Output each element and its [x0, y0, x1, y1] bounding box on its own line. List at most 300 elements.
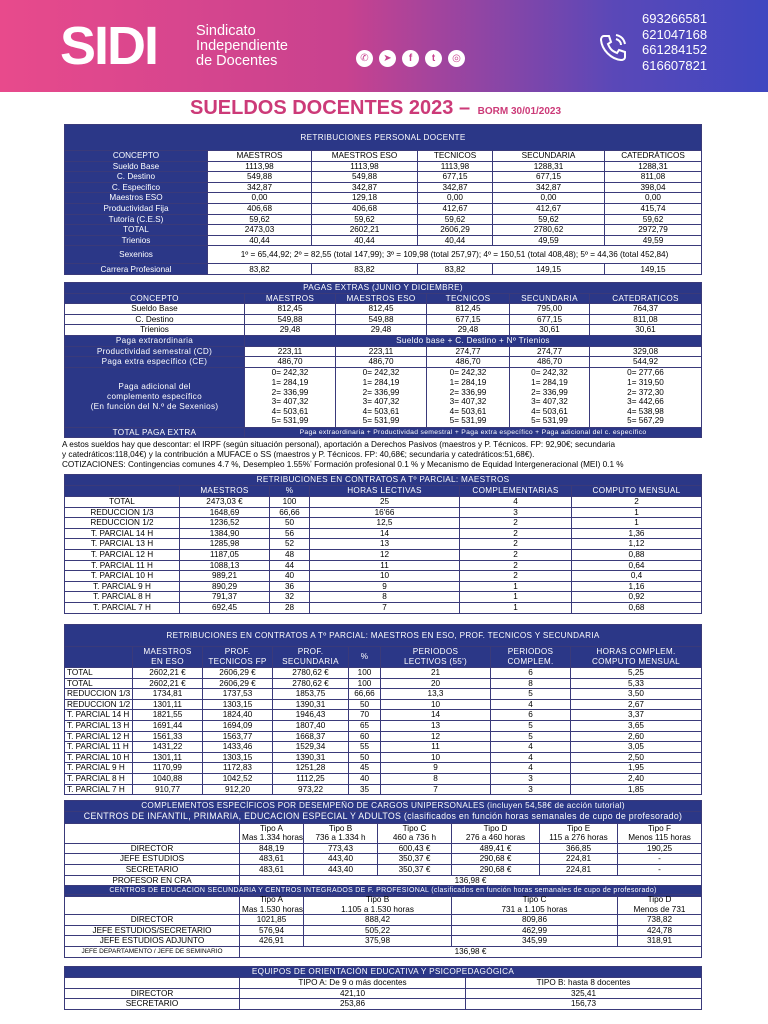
- row-label: REDUCCION 1/2: [65, 699, 133, 710]
- header-line: 731 a 1.105 horas: [501, 904, 568, 914]
- cell: 5: [491, 720, 571, 731]
- table-row: [65, 999, 702, 1010]
- cell: 809,86: [452, 915, 618, 926]
- cell: 325,41: [466, 988, 702, 999]
- table-row: [65, 357, 702, 368]
- cell: 375,98: [304, 936, 452, 947]
- facebook-icon[interactable]: f: [402, 50, 419, 67]
- formula: Paga extraordinaria + Productividad semestral + Paga extra específico + Paga adicional del c. específico: [245, 427, 702, 438]
- cell: 505,22: [304, 925, 452, 936]
- sexenio-value: 1= 284,19: [449, 378, 487, 388]
- cell: 10: [381, 752, 491, 763]
- cell: 66,66: [349, 689, 381, 700]
- row-label: T. PARCIAL 12 H: [65, 549, 180, 560]
- cell: 9: [310, 581, 460, 592]
- column-header: [618, 823, 702, 843]
- table-row: [65, 335, 702, 346]
- cell: 274,77: [427, 346, 510, 357]
- cell: 549,88: [312, 172, 418, 183]
- cell: 1807,40: [273, 720, 349, 731]
- sexenio-value: 0= 242,32: [531, 368, 568, 378]
- cell: 973,22: [273, 784, 349, 795]
- header-line: TECNICOS FP: [208, 657, 267, 666]
- table-caption: CENTROS DE INFANTIL, PRIMARIA, EDUCACIÓN ESPECIAL Y ADULTOS (clasificados en función horas semanales de cupo de profesorado): [65, 811, 702, 823]
- table-caption: COMPLEMENTOS ESPECÍFICOS POR DESEMPEÑO DE CARGOS UNIPERSONALES (incluyen 54,58€ de acción tutorial): [65, 801, 702, 812]
- column-header: CONCEPTO: [65, 293, 245, 304]
- phone-number[interactable]: 693266581: [642, 11, 708, 26]
- cell: 29,48: [336, 325, 427, 336]
- cell: 811,08: [605, 172, 702, 183]
- table-row: [65, 742, 702, 753]
- column-header: [65, 895, 240, 915]
- sexenio-value: 3= 407,32: [531, 397, 568, 407]
- cell: 549,88: [336, 314, 427, 325]
- header-line: 460 a 736 h: [392, 833, 437, 843]
- cell: 1433,46: [203, 742, 273, 753]
- cell: 1112,25: [273, 773, 349, 784]
- cell: 2602,21 €: [133, 668, 203, 679]
- sexenio-value: 4= 503,61: [531, 406, 568, 416]
- cell: 415,74: [605, 203, 702, 214]
- cell: 13: [381, 720, 491, 731]
- cell: 190,25: [618, 843, 702, 854]
- row-label: Sueldo Base: [65, 304, 245, 315]
- table-row: [65, 246, 702, 264]
- table-row: [65, 854, 702, 865]
- row-label: Paga extraordinaria: [65, 335, 245, 346]
- table-pagas-extras: [64, 282, 702, 438]
- row-label: T. PARCIAL 11 H: [65, 742, 133, 753]
- table-caption: CENTROS DE EDUCACION SECUNDARIA Y CENTROS INTEGRADOS DE F. PROFESIONAL (clasificados en función horas semanales de cupo de profesorado): [65, 886, 702, 897]
- cell: 1251,28: [273, 763, 349, 774]
- cell: 0,4: [572, 571, 702, 582]
- table-head-row: [65, 895, 702, 915]
- column-header: [452, 823, 540, 843]
- column-header: [240, 823, 304, 843]
- column-header: [65, 823, 240, 843]
- cell: 2,50: [571, 752, 702, 763]
- cell: 149,15: [605, 264, 702, 275]
- cell: 576,94: [240, 925, 304, 936]
- cell: 406,68: [208, 203, 312, 214]
- table-cargos-secundaria: [64, 894, 702, 958]
- column-header: TIPO B: hasta 8 docentes: [466, 978, 702, 989]
- cell: 1113,98: [312, 161, 418, 172]
- header-line: COMPUTO MENSUAL: [591, 657, 681, 666]
- cell: 49,59: [493, 235, 605, 246]
- header-line: 1.105 a 1.530 horas: [341, 904, 414, 914]
- column-header: CONCEPTO: [65, 151, 208, 162]
- cell: 45: [349, 763, 381, 774]
- row-label: REDUCCION 1/3: [65, 507, 180, 518]
- cell: 2780,62: [493, 225, 605, 236]
- cell: 52: [270, 539, 310, 550]
- cell: -: [618, 864, 702, 875]
- twitter-icon[interactable]: t: [425, 50, 442, 67]
- cell: 462,99: [452, 925, 618, 936]
- title-main: SUELDOS DOCENTES 2023 –: [190, 97, 471, 119]
- sexenio-value: 3= 442,66: [627, 397, 664, 407]
- cell: 1236,52: [180, 518, 270, 529]
- cell: 274,77: [510, 346, 590, 357]
- cell: 342,87: [312, 182, 418, 193]
- header-line: Tipo A: [260, 895, 283, 904]
- row-label: SECRETARIO: [65, 864, 240, 875]
- cell: 59,62: [208, 214, 312, 225]
- cell: 795,00: [510, 304, 590, 315]
- column-header: [65, 486, 180, 497]
- cell: 1,16: [572, 581, 702, 592]
- notes: [62, 440, 712, 469]
- table-row: [65, 203, 702, 214]
- column-header: [240, 895, 304, 915]
- cell: 40,44: [418, 235, 493, 246]
- cell: 1040,88: [133, 773, 203, 784]
- table-row: [65, 731, 702, 742]
- table-parcial-eso: [64, 624, 702, 795]
- cell: 3: [491, 784, 571, 795]
- cell: 29,48: [427, 325, 510, 336]
- label-line: Paga adicional del: [118, 382, 191, 392]
- column-header: [203, 647, 273, 668]
- phone-number[interactable]: 621047168: [642, 26, 708, 42]
- row-label: T. PARCIAL 13 H: [65, 539, 180, 550]
- cell: 350,37 €: [378, 854, 452, 865]
- cell: 1821,55: [133, 710, 203, 721]
- telegram-icon[interactable]: ➤: [379, 50, 396, 67]
- cell: 60: [349, 731, 381, 742]
- cell: 10: [381, 699, 491, 710]
- column-header: [65, 647, 133, 668]
- table-row: [65, 988, 702, 999]
- header-line: 736 a 1.334 h: [315, 833, 366, 843]
- table-row: [65, 710, 702, 721]
- cell: 677,15: [493, 172, 605, 183]
- column-header: MAESTROS: [180, 486, 270, 497]
- column-header: [618, 895, 702, 915]
- cell: 2: [460, 528, 572, 539]
- header-line: Mas 1.530 horas: [242, 904, 303, 914]
- cell: 2606,29: [418, 225, 493, 236]
- table-row: [65, 367, 702, 427]
- phone-number[interactable]: 661284152: [642, 42, 708, 57]
- table-row: [65, 539, 702, 550]
- sexenio-value: 2= 336,99: [531, 387, 568, 397]
- cell: 11: [381, 742, 491, 753]
- cell: 7: [310, 602, 460, 613]
- row-label: Productividad semestral (CD): [65, 346, 245, 357]
- cell: 5,33: [571, 678, 702, 689]
- cell: 156,73: [466, 999, 702, 1010]
- header-line: Menos 115 horas: [628, 833, 691, 843]
- cell: 406,68: [312, 203, 418, 214]
- sexenio-list: [336, 367, 427, 427]
- cell: 50: [349, 752, 381, 763]
- table-row: [65, 689, 702, 700]
- row-label: Productividad Fija: [65, 203, 208, 214]
- cell: 773,43: [304, 843, 378, 854]
- sexenio-value: 0= 277,66: [627, 368, 664, 378]
- table-row: [65, 915, 702, 926]
- cell: 764,37: [590, 304, 702, 315]
- cell: 223,11: [245, 346, 336, 357]
- header-banner: [0, 0, 768, 92]
- phone-list: [642, 11, 707, 73]
- cell: 224,81: [540, 864, 618, 875]
- table-equipos-orientacion: [64, 966, 702, 1010]
- cell: 253,86: [240, 999, 466, 1010]
- row-label: C. Específico: [65, 182, 208, 193]
- cell: 1: [572, 507, 702, 518]
- row-label: Maestros ESO: [65, 193, 208, 204]
- cell: 8: [491, 678, 571, 689]
- cell: 910,77: [133, 784, 203, 795]
- cell: 4: [460, 497, 572, 508]
- row-label: T. PARCIAL 14 H: [65, 710, 133, 721]
- header-line: Menos de 731: [633, 904, 686, 914]
- cell: 20: [381, 678, 491, 689]
- row-label: TOTAL: [65, 678, 133, 689]
- table-caption: RETRIBUCIONES EN CONTRATOS A Tº PARCIAL: MAESTROS: [65, 475, 702, 486]
- table-head-row: [65, 293, 702, 304]
- table-row: [65, 936, 702, 947]
- table-row: [65, 225, 702, 236]
- sexenio-value: 5= 531,99: [531, 416, 568, 426]
- cell: 3,65: [571, 720, 702, 731]
- table-head-row: [65, 823, 702, 843]
- phone-icon: [596, 30, 630, 64]
- table-head-row: [65, 978, 702, 989]
- cell: 677,15: [510, 314, 590, 325]
- column-header: SECUNDARIA: [510, 293, 590, 304]
- cell: 136,98 €: [240, 946, 702, 957]
- sexenio-value: 5= 531,99: [271, 416, 309, 426]
- cell: 483,61: [240, 854, 304, 865]
- row-label: T. PARCIAL 9 H: [65, 763, 133, 774]
- sexenio-value: 1= 284,19: [531, 378, 568, 388]
- cell: 2,40: [571, 773, 702, 784]
- cell: 1561,33: [133, 731, 203, 742]
- column-header: TECNICOS: [427, 293, 510, 304]
- sexenio-list: [590, 367, 702, 427]
- row-label: T. PARCIAL 10 H: [65, 752, 133, 763]
- row-label: DIRECTOR: [65, 843, 240, 854]
- header-line: PROF.: [297, 647, 324, 657]
- instagram-icon[interactable]: ◎: [448, 50, 465, 67]
- cell: 224,81: [540, 854, 618, 865]
- cell: 4: [491, 699, 571, 710]
- row-label: T. PARCIAL 11 H: [65, 560, 180, 571]
- cell: 28: [270, 602, 310, 613]
- label-line: (En función del N.º de Sexenios): [90, 402, 219, 412]
- header-line: %: [360, 652, 369, 662]
- cell: 2606,29 €: [203, 668, 273, 679]
- cell: 345,99: [452, 936, 618, 947]
- cell: 59,62: [418, 214, 493, 225]
- cell: 443,40: [304, 864, 378, 875]
- row-label: TOTAL: [65, 225, 208, 236]
- column-header: [378, 823, 452, 843]
- table-row: [65, 325, 702, 336]
- cell: 5: [491, 689, 571, 700]
- cell: 812,45: [245, 304, 336, 315]
- cell: 0,68: [572, 602, 702, 613]
- cell: 290,68 €: [452, 864, 540, 875]
- cell: 2: [460, 518, 572, 529]
- cell: 1390,31: [273, 699, 349, 710]
- header-line: Tipo D: [483, 823, 508, 833]
- column-header: MAESTROS ESO: [312, 151, 418, 162]
- cell: 350,37 €: [378, 864, 452, 875]
- cell: 83,82: [418, 264, 493, 275]
- cell: 2606,29 €: [203, 678, 273, 689]
- cell: 1: [460, 581, 572, 592]
- whatsapp-icon[interactable]: ✆: [356, 50, 373, 67]
- table-row: [65, 314, 702, 325]
- cell: 14: [310, 528, 460, 539]
- cell: 1853,75: [273, 689, 349, 700]
- row-label: TOTAL: [65, 497, 180, 508]
- cell: 1288,31: [605, 161, 702, 172]
- cell: 412,67: [493, 203, 605, 214]
- org-line: Sindicato: [196, 23, 256, 39]
- table-head-row: [65, 151, 702, 162]
- sexenio-value: 0= 242,32: [449, 368, 487, 378]
- cell: 6: [491, 710, 571, 721]
- cell: 2: [460, 549, 572, 560]
- column-header: [133, 647, 203, 668]
- note-line: A estos sueldos hay que descontar: el IRPF (según situación personal), aportación a Derechos Pasivos (maestros y P. Técnicos. FP: 92,90€; secundaria: [62, 440, 616, 449]
- cell: 2780,62 €: [273, 668, 349, 679]
- cell: 1: [460, 602, 572, 613]
- cell: 421,10: [240, 988, 466, 999]
- phone-number[interactable]: 616607821: [642, 57, 708, 73]
- cell: 811,08: [590, 314, 702, 325]
- table-row: [65, 518, 702, 529]
- cell: 1021,85: [240, 915, 304, 926]
- formula: Sueldo base + C. Destino + Nº Trienios: [245, 335, 702, 346]
- cell: 1668,37: [273, 731, 349, 742]
- table-row: [65, 720, 702, 731]
- row-label: Sexenios: [65, 246, 208, 264]
- cell: 1946,43: [273, 710, 349, 721]
- row-label: TOTAL: [65, 668, 133, 679]
- column-header: MAESTROS: [208, 151, 312, 162]
- cell: 1,36: [572, 528, 702, 539]
- row-label: [65, 367, 245, 427]
- sexenio-value: 3= 407,32: [271, 397, 309, 407]
- cell: 40,44: [312, 235, 418, 246]
- table-row: [65, 925, 702, 936]
- cell: 129,18: [312, 193, 418, 204]
- header-line: LECTIVOS (55'): [403, 657, 468, 666]
- table-row: [65, 581, 702, 592]
- social-links: [356, 50, 465, 67]
- table-row: [65, 699, 702, 710]
- sexenio-value: 0= 242,32: [362, 368, 400, 378]
- cell: 489,41 €: [452, 843, 540, 854]
- table-row: [65, 668, 702, 679]
- cell: 2780,62 €: [273, 678, 349, 689]
- row-label: REDUCCION 1/3: [65, 689, 133, 700]
- cell: 1529,34: [273, 742, 349, 753]
- row-label: Trienios: [65, 235, 208, 246]
- sidi-logo: SIDI: [60, 16, 158, 76]
- sexenio-value: 3= 407,32: [362, 397, 400, 407]
- cell: 1042,52: [203, 773, 273, 784]
- header-line: PERIODOS: [507, 647, 554, 657]
- cell: 1288,31: [493, 161, 605, 172]
- table-caption: RETRIBUCIONES PERSONAL DOCENTE: [65, 125, 702, 151]
- cell: 100: [270, 497, 310, 508]
- cell: 366,85: [540, 843, 618, 854]
- header-line: Tipo A: [260, 823, 283, 833]
- row-label: T. PARCIAL 12 H: [65, 731, 133, 742]
- cell: 1,12: [572, 539, 702, 550]
- column-header: HORAS LECTIVAS: [310, 486, 460, 497]
- cell: 342,87: [493, 182, 605, 193]
- cell: 1691,44: [133, 720, 203, 731]
- cell: 4: [491, 742, 571, 753]
- note-line: y catedráticos:118,04€) y la contribución a MUFACE o SS (maestros y P. Técnicos. FP: 40,68€; secundaria y catedráticos:51,68€).: [62, 449, 535, 459]
- cell: 3,05: [571, 742, 702, 753]
- cell: 677,15: [418, 172, 493, 183]
- cell: 912,20: [203, 784, 273, 795]
- row-label: JEFE ESTUDIOS: [65, 854, 240, 865]
- cell: 13: [310, 539, 460, 550]
- cell: 3: [491, 773, 571, 784]
- cell: 1303,15: [203, 699, 273, 710]
- cell: 486,70: [510, 357, 590, 368]
- cell: 8: [381, 773, 491, 784]
- cell: 0,88: [572, 549, 702, 560]
- cell: 40: [270, 571, 310, 582]
- cell: 812,45: [427, 304, 510, 315]
- cell: 0,92: [572, 592, 702, 603]
- cell: 342,87: [208, 182, 312, 193]
- row-label: Sueldo Base: [65, 161, 208, 172]
- cell: 0,64: [572, 560, 702, 571]
- cell: 483,61: [240, 864, 304, 875]
- title-sub: BORM 30/01/2023: [477, 106, 562, 117]
- cell: 791,37: [180, 592, 270, 603]
- cell: 1737,53: [203, 689, 273, 700]
- header-line: COMPLEM.: [507, 657, 554, 666]
- row-label: T. PARCIAL 7 H: [65, 784, 133, 795]
- org-line: Independiente: [196, 38, 288, 54]
- row-label: T. PARCIAL 13 H: [65, 720, 133, 731]
- sexenio-value: 0= 242,32: [271, 368, 309, 378]
- table-row: [65, 193, 702, 204]
- sexenio-value: 2= 336,99: [449, 387, 487, 397]
- column-header: [571, 647, 702, 668]
- cell: 5: [491, 731, 571, 742]
- cell: 989,21: [180, 571, 270, 582]
- cell: 318,91: [618, 936, 702, 947]
- table-row: [65, 182, 702, 193]
- cell: 3: [460, 507, 572, 518]
- table-caption: EQUIPOS DE ORIENTACIÓN EDUCATIVA Y PSICOPEDAGÓGICA: [65, 967, 702, 978]
- column-header: TIPO A: De 9 o más docentes: [240, 978, 466, 989]
- note-line: COTIZACIONES: Contingencias comunes 4.7 %, Desempleo 1.55%ʼ Formación profesional 0.1 % y Mecanismo de Equidad Intergeneracional (MEI) 0.1 %: [62, 459, 624, 469]
- row-label: T. PARCIAL 9 H: [65, 581, 180, 592]
- table-row: [65, 346, 702, 357]
- cell: 223,11: [336, 346, 427, 357]
- cell: 1: [572, 518, 702, 529]
- row-label: T. PARCIAL 7 H: [65, 602, 180, 613]
- cell: 1170,99: [133, 763, 203, 774]
- cell: 677,15: [427, 314, 510, 325]
